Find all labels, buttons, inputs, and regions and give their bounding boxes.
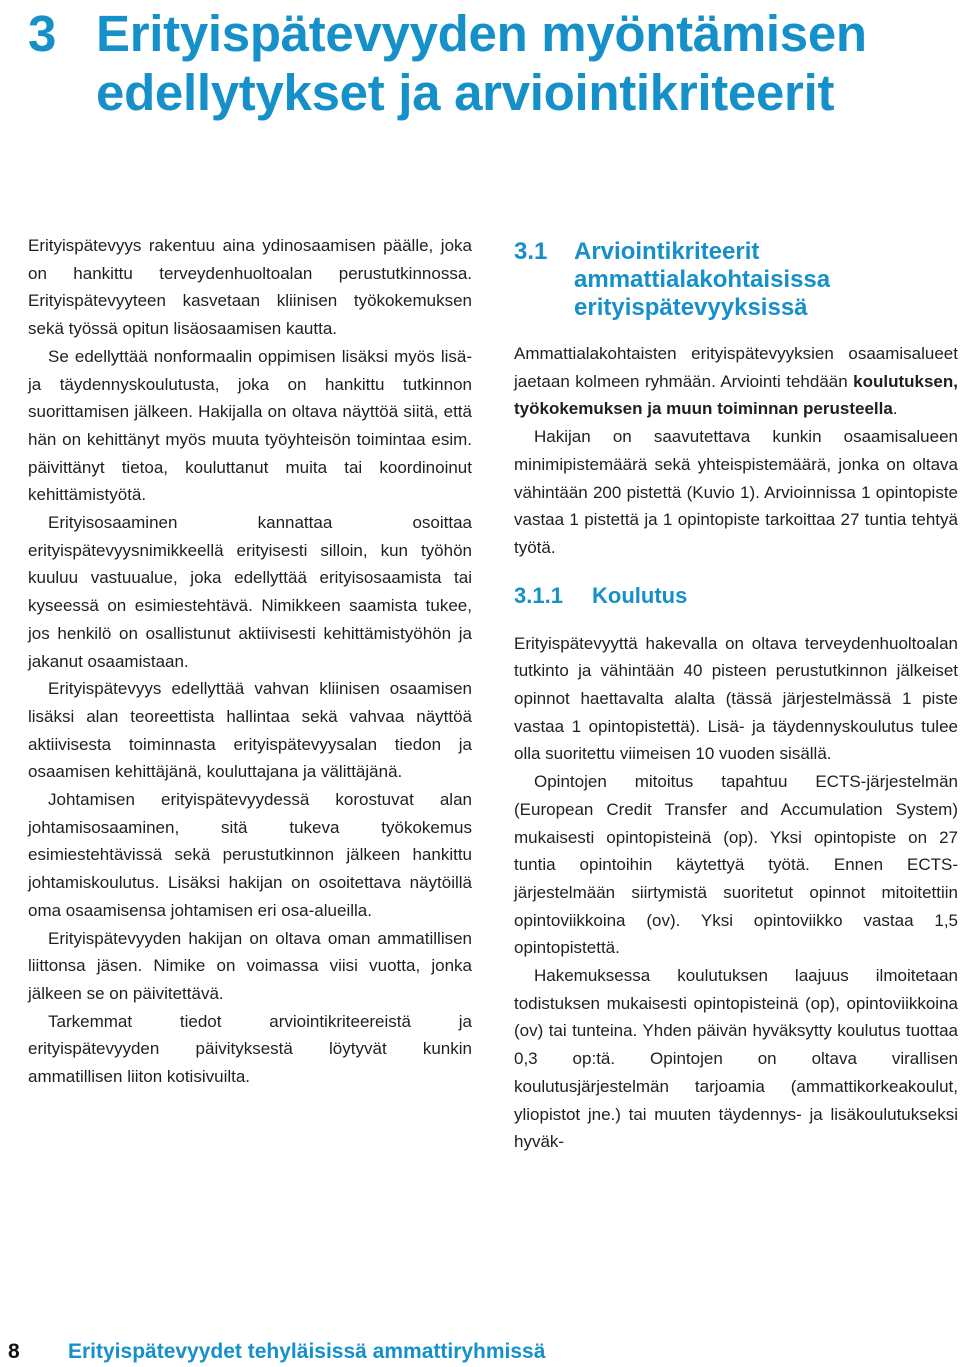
chapter-title-line2: edellytykset ja arviointikriteerit	[96, 64, 835, 121]
chapter-number: 3	[28, 5, 57, 62]
right-paragraph: Hakemuksessa koulutuksen laajuus ilmoitetaan todistuksen mukaisesti opintopisteinä (op), opintoviikkoina (ov) tai tunteina. Yhden päivän hyväksytty koulutus tuottaa 0,3 op:tä. Opintojen on oltava virallisen koulutusjärjestelmän tarjoamia (ammattikorkeakoulut, yliopistot jne.) tai muuten täydennys- ja lisäkoulutukseksi hyväk-	[514, 966, 958, 1152]
section-heading-3-1	[514, 238, 958, 322]
chapter-title-line1: Erityispätevyyden myöntämisen	[96, 5, 867, 62]
right-paragraph: Opintojen mitoitus tapahtuu ECTS-järjestelmän (European Credit Transfer and Accumulation System) mukaisesti opintopisteinä (op). Yksi opintopiste on 27 tuntia opintoihin käytettyä työtä. Ennen ECTS-järjestelmään siirtymistä suoritetut opinnot mitoitettiin opintoviikkoina (ov). Yksi opintoviikko vastaa 1,5 opintopistettä.	[514, 772, 958, 958]
left-column	[28, 232, 472, 1091]
right-paragraph: Erityispätevyyttä hakevalla on oltava terveydenhuoltoalan tutkinto ja vähintään 40 pisteen perustutkinnon jälkeiset opinnot haettavalta alalta (tässä järjestelmässä 1 piste vastaa 1 opintopistettä). Lisä- ja täydennyskoulutus tulee olla suoritettu viimeisen 10 vuoden sisällä.	[514, 633, 958, 764]
left-paragraph: Erityispätevyys edellyttää vahvan kliinisen osaamisen lisäksi alan teoreettista hallintaa sekä vahvaa näyttöä aktiivisesta toiminnasta erityispätevyysalan tiedon ja osaamisen kehittäjänä, kouluttajana ja välittäjänä.	[28, 679, 472, 782]
page-footer	[0, 1338, 960, 1366]
chapter-heading-line1	[28, 4, 948, 63]
section-number: 3.1	[514, 238, 548, 265]
chapter-heading	[28, 4, 948, 122]
paragraph-text: Ammattialakohtaisten erityispätevyyksien osaamisalueet jaetaan kolmeen ryhmään. Arviointi tehdään	[514, 344, 958, 391]
emphasis-text: koulutuksen, työkokemuksen ja muun toiminnan perusteella	[514, 371, 958, 419]
footer-title: Erityispätevyydet tehyläisissä ammattiryhmissä	[68, 1340, 546, 1363]
left-paragraph: Erityispätevyyden hakijan on oltava oman ammatillisen liittonsa jäsen. Nimike on voimassa viisi vuotta, jonka jälkeen se on päivitettävä.	[28, 928, 472, 1003]
section-number: 3.1.1	[514, 582, 563, 608]
right-paragraph	[514, 340, 958, 423]
left-paragraph: Erityisosaaminen kannattaa osoittaa erityispätevyysnimikkeellä erityisesti silloin, kun työhön kuuluu vastuualue, joka edellyttää erityisosaamista tai kyseessä on esimiestehtävä. Nimikkeen saamista tukee, jos henkilö on osallistunut aktiivisesti kehittämistyöhön ja jakanut osaamistaan.	[28, 513, 472, 671]
left-paragraph: Se edellyttää nonformaalin oppimisen lisäksi myös lisä- ja täydennyskoulutusta, joka on hankittu tutkinnon suorittamisen jälkeen. Hakijalla on oltava näyttöä siitä, että hän on kehittänyt myös muuta työyhteisön toimintaa esim. päivittänyt tietoa, kouluttanut muita tai koordinoinut kehittämistyötä.	[28, 346, 472, 505]
right-paragraph: Hakijan on saavutettava kunkin osaamisalueen minimipistemäärä sekä yhteispistemäärä, jonka on oltava vähintään 200 pistettä (Kuvio 1). Arvioinnissa 1 opintopiste vastaa 1 pistettä ja 1 opintopiste tarkoittaa 27 tuntia tehtyä työtä.	[514, 427, 958, 557]
section-heading-3-1-1	[514, 582, 958, 610]
right-column	[514, 238, 958, 1156]
section-title: Koulutus	[592, 582, 688, 608]
left-paragraph: Tarkemmat tiedot arviointikriteereistä ja erityispätevyyden päivityksestä löytyvät kunkin ammatillisen liiton kotisivuilta.	[28, 1011, 472, 1087]
paragraph-text: .	[892, 399, 898, 419]
left-paragraph: Erityispätevyys rakentuu aina ydinosaamisen päälle, joka on hankittu terveydenhuoltoalan perustutkinnossa. Erityispätevyyteen kasvetaan kliinisen työkokemuksen sekä työssä opitun lisäosaamisen kautta.	[28, 236, 472, 339]
chapter-heading-line2	[28, 63, 948, 122]
left-paragraph: Johtamisen erityispätevyydessä korostuvat alan johtamisosaaminen, sitä tukeva työkokemus esimiestehtävissä sekä perustutkinnon jälkeen hankittu johtamiskoulutus. Lisäksi hakijan on osoitettava näytöillä oma osaamisensa johtamisen eri osa-alueilla.	[28, 790, 472, 920]
page-number: 8	[8, 1340, 20, 1363]
section-title: Arviointikriteerit ammattialakohtaisissa erityispätevyyksissä	[574, 238, 831, 321]
